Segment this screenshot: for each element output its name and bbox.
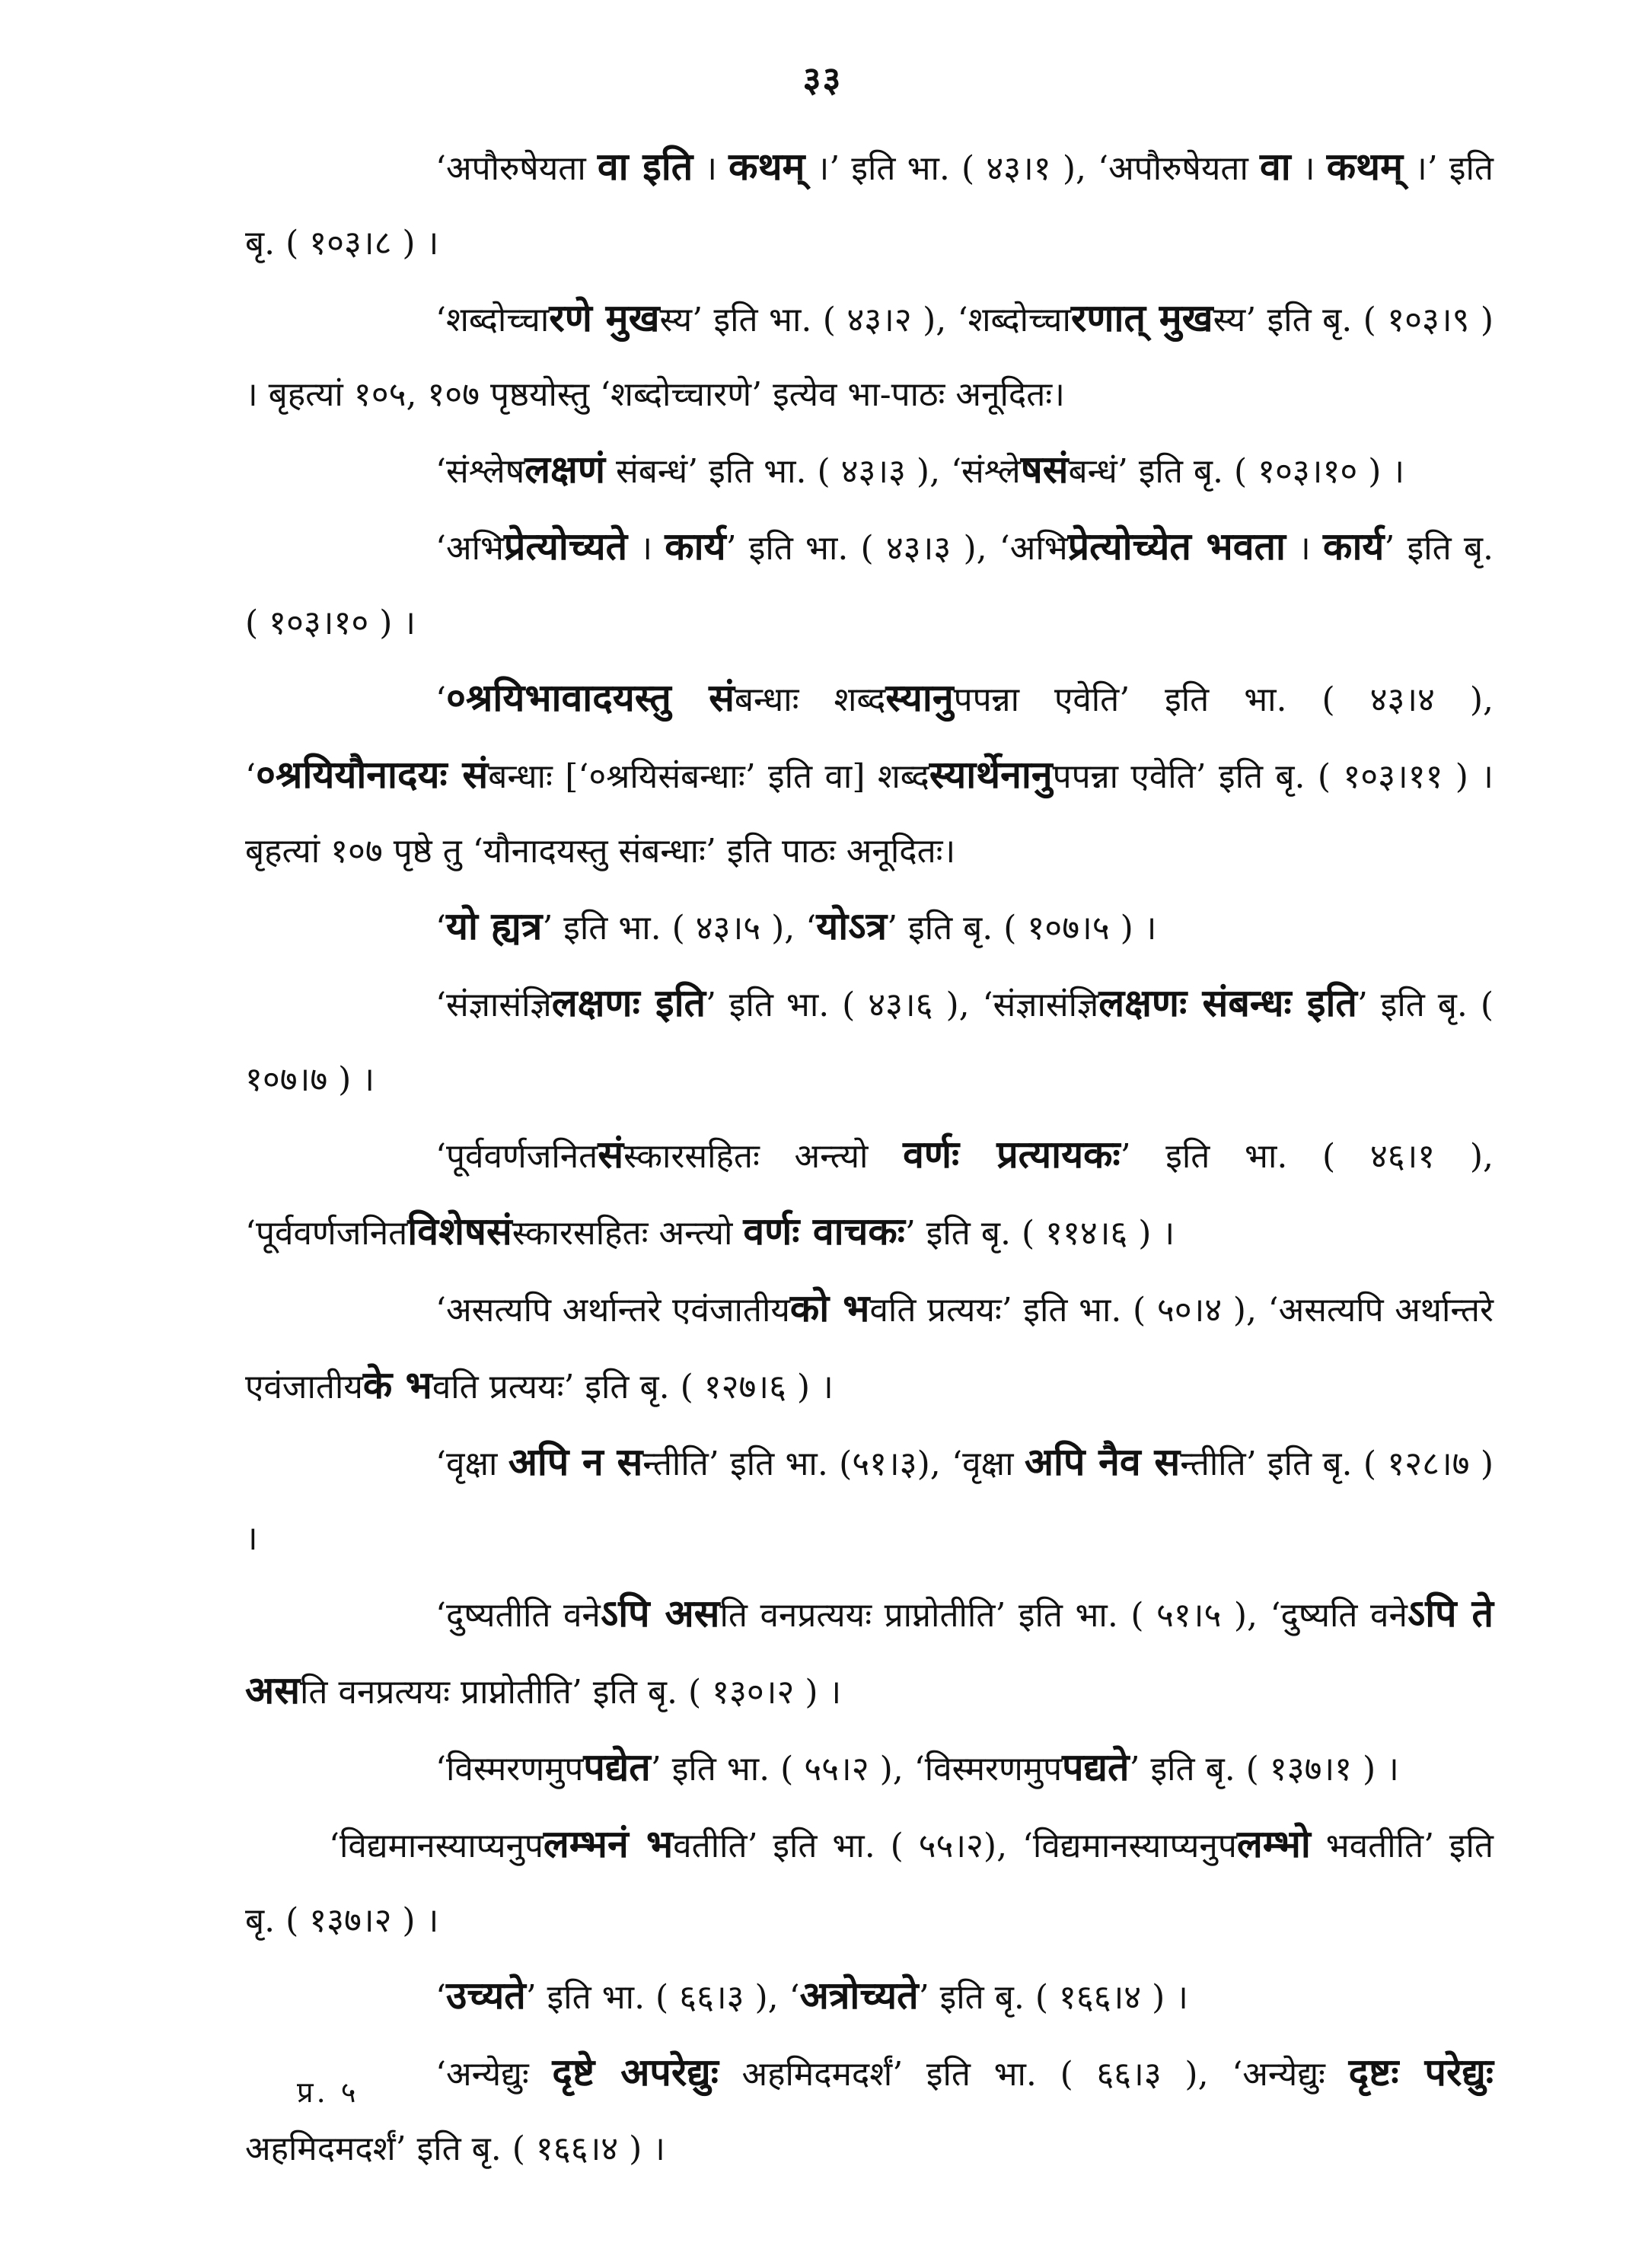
entry-text: ‘विस्मरणमुप [435, 1750, 584, 1789]
bold-variant-text: लम्भनं भ [543, 1821, 674, 1866]
bold-variant-text: कार्य [665, 524, 726, 569]
bold-variant-text: लक्षणः संबन्धः इति [1098, 980, 1357, 1025]
bold-variant-text: के भ [362, 1362, 432, 1407]
bold-variant-text: कथम् [728, 144, 805, 189]
bold-variant-text: वर्णः प्रत्यायकः [903, 1132, 1121, 1177]
bold-variant-text: वा इति [597, 144, 693, 189]
entry-text: ‘अभि [435, 529, 504, 568]
bold-variant-text: स्यानु [885, 675, 954, 720]
comparison-entry [245, 2035, 1494, 2187]
comparison-entry [245, 661, 1494, 889]
comparison-entry [245, 1271, 1494, 1425]
comparison-entry [245, 889, 1494, 966]
comparison-entry [245, 432, 1494, 509]
entry-text: बन्धाः शब्द [734, 680, 886, 719]
bold-variant-text: रणात् मुख [1070, 295, 1213, 340]
bold-variant-text: स्यार्थेनानु [929, 752, 1053, 797]
bold-variant-text: रणे मुख [549, 295, 660, 340]
bold-variant-text: योऽत्र [816, 903, 888, 948]
body-text [245, 129, 1494, 2187]
bold-variant-text: लम्भो [1236, 1821, 1311, 1866]
bold-variant-text: यो ह्यत्र [446, 903, 543, 948]
entry-text: अहमिदमदर्शं’ इति भा. ( ६६।३ ), ‘अन्येद्युः [718, 2055, 1349, 2094]
entry-text: ति वनप्रत्ययः प्राप्नोतीति’ इति बृ. ( १३०।२ ) । [300, 1673, 842, 1712]
bold-variant-text: सं [598, 1132, 624, 1177]
entry-text: पपन्ना एवेति’ इति बृ. ( १०३।११ ) । बृहत्यां १०७ पृष्ठे तु ‘यौनादयस्तु संबन्धाः’ इति पाठः अनूदितः। [245, 757, 1494, 871]
entry-text: ।’ इति बृ. ( १०३।८ ) । [245, 149, 1494, 263]
comparison-entry [245, 509, 1494, 661]
bold-variant-text: वा [1260, 144, 1291, 189]
entry-text: ‘दुष्यतीति वने [435, 1596, 601, 1635]
bold-variant-text: पद्येत [583, 1744, 651, 1789]
entry-text: ’ इति भा. ( ४३।३ ), ‘अभि [725, 529, 1068, 568]
entry-text: स्कारसहितः अन्त्यो [512, 1214, 744, 1253]
entry-text: ’ इति बृ. ( १०७।५ ) । [887, 909, 1157, 948]
signature-mark: प्र. ५ [297, 2075, 359, 2109]
bold-variant-text: दृष्टः परेद्युः [1348, 2050, 1494, 2094]
page-number: ३३ [802, 59, 843, 100]
bold-variant-text: वर्णः वाचकः [743, 1209, 905, 1253]
entry-text: ’ इति भा. ( ६६।३ ), ‘ [525, 1978, 800, 2017]
comparison-entry [245, 1730, 1494, 1807]
comparison-entry [245, 129, 1494, 281]
comparison-entry [245, 1958, 1494, 2035]
bold-variant-text: लक्षणः इति [551, 980, 706, 1025]
entry-text: स्य’ इति भा. ( ४३।२ ), ‘शब्दोच्चा [659, 301, 1071, 339]
comparison-entry [245, 281, 1494, 432]
entry-text: न्तीति’ इति भा. (५१।३), ‘वृक्षा [642, 1445, 1025, 1483]
bold-variant-text: षसं [1020, 447, 1069, 492]
entry-text: ’ इति भा. ( ४६।१ ), ‘पूर्ववर्णजनित [245, 1137, 1494, 1253]
entry-text: पपन्ना एवेति’ इति भा. ( ४३।४ ), ‘ [245, 680, 1494, 796]
entry-text: । [1290, 149, 1327, 188]
bold-variant-text: ०श्रयियौनादयः सं [256, 752, 489, 797]
bold-variant-text: ०श्रयिभावादयस्तु सं [446, 675, 735, 720]
entry-text: । [1285, 529, 1324, 568]
bold-variant-text: दृष्टे अपरेद्युः [552, 2050, 719, 2094]
entry-text: ’ इति बृ. ( ११४।६ ) । [904, 1214, 1175, 1253]
comparison-entry [245, 1576, 1494, 1730]
bold-variant-text: को भ [789, 1285, 870, 1330]
bold-variant-text: ऽपि अस [600, 1591, 720, 1636]
bold-variant-text: विशेषसं [407, 1209, 512, 1253]
entry-text: वति प्रत्ययः’ इति बृ. ( १२७।६ ) । [432, 1368, 834, 1406]
entry-text: संबन्धं’ इति भा. ( ४३।३ ), ‘संश्ले [605, 452, 1021, 491]
entry-text: ’ इति भा. ( ४३।६ ), ‘संज्ञासंज्ञि [706, 986, 1099, 1024]
bold-variant-text: अत्रोच्यते [799, 1973, 919, 2018]
comparison-entry [245, 1807, 1494, 1958]
entry-text: न्तीति’ इति बृ. ( १२८।७ ) । [245, 1445, 1494, 1558]
entry-text: बन्धाः [‘०श्रयिसंबन्धाः’ इति वा] शब्द [488, 757, 929, 796]
comparison-entry [245, 966, 1494, 1117]
entry-text: ‘अपौरुषेयता [435, 149, 598, 188]
entry-text: ’ इति बृ. ( १०७।७ ) । [245, 986, 1494, 1099]
bold-variant-text: अपि नैव स [1024, 1439, 1181, 1484]
bold-variant-text: लक्षणं [524, 447, 606, 492]
bold-variant-text: उच्यते [446, 1973, 526, 2018]
entry-text: ‘अन्येद्युः [435, 2055, 553, 2094]
bold-variant-text: ऽपि ते अस [245, 1591, 1494, 1712]
bold-variant-text: प्रेत्योच्यते [503, 524, 628, 569]
entry-text: ‘ [435, 1978, 446, 2017]
entry-text: ‘ [435, 909, 446, 948]
entry-text: ’ इति बृ. ( १३७।१ ) । [1129, 1750, 1399, 1789]
bold-variant-text: कार्य [1323, 524, 1385, 569]
entry-text: । [627, 529, 665, 568]
entry-text: ‘पूर्ववर्णजनित [435, 1137, 598, 1176]
entry-text: ‘संश्लेष [435, 452, 525, 491]
comparison-entry [245, 1425, 1494, 1576]
bold-variant-text: अपि न स [508, 1439, 643, 1484]
entry-text: बन्धं’ इति बृ. ( १०३।१० ) । [1068, 452, 1405, 491]
entry-text: अहमिदमदर्शं’ इति बृ. ( १६६।४ ) । [245, 2129, 665, 2168]
bold-variant-text: कथम् [1326, 144, 1403, 189]
entry-text: वतीति’ इति भा. ( ५५।२), ‘विद्यमानस्याप्यनुप [673, 1827, 1237, 1865]
bold-variant-text: प्रेत्योच्येत भवता [1067, 524, 1286, 569]
entry-text: ‘शब्दोच्चा [435, 301, 550, 339]
comparison-entry [245, 1117, 1494, 1271]
entry-text: ’ इति भा. ( ५५।२ ), ‘विस्मरणमुप [650, 1750, 1063, 1789]
entry-text: स्य’ इति बृ. ( १०३।९ ) । बृहत्यां १०५, १०७ पृष्ठयोस्तु ‘शब्दोच्चारणे’ इत्येव भा-पाठः अनूदितः। [245, 301, 1494, 414]
entry-text: ‘विद्यमानस्याप्यनुप [329, 1827, 544, 1865]
entry-text: ‘वृक्षा [435, 1445, 508, 1483]
entry-text: भवतीति’ इति बृ. ( १३७।२ ) । [245, 1827, 1494, 1940]
entry-text: ‘ [435, 680, 446, 719]
entry-text: ’ इति बृ. ( १६६।४ ) । [918, 1978, 1188, 2017]
entry-text: ति वनप्रत्ययः प्राप्नोतीति’ इति भा. ( ५१।५ ), ‘दुष्यति वने [719, 1596, 1407, 1635]
entry-text: वति प्रत्ययः’ इति भा. ( ५०।४ ), ‘असत्यपि अर्थान्तरे एवंजातीय [245, 1291, 1494, 1406]
entry-text: ‘संज्ञासंज्ञि [435, 986, 552, 1024]
entry-text: स्कारसहितः अन्त्यो [623, 1137, 904, 1176]
entry-text: ’ इति बृ. ( १०३।१० ) । [245, 529, 1494, 642]
bold-variant-text: पद्यते [1062, 1744, 1130, 1789]
entry-text: । [693, 149, 729, 188]
entry-text: ‘असत्यपि अर्थान्तरे एवंजातीय [435, 1291, 790, 1330]
entry-text: ’ इति भा. ( ४३।५ ), ‘ [542, 909, 817, 948]
entry-text: ।’ इति भा. ( ४३।१ ), ‘अपौरुषेयता [805, 149, 1260, 188]
